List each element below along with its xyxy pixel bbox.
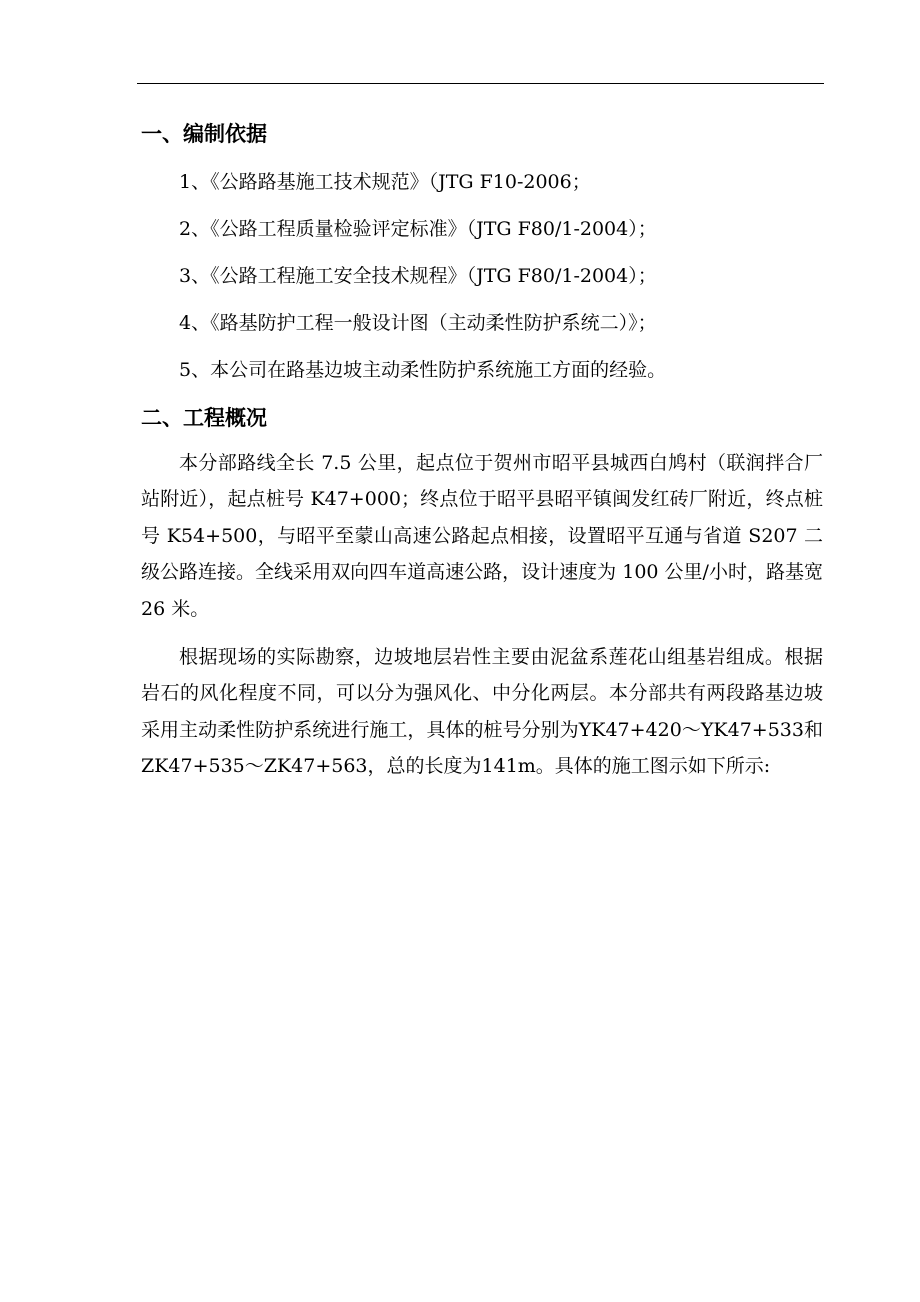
document-body: [141, 118, 823, 785]
section-heading-basis: 一、编制依据: [141, 122, 267, 146]
reference-list: [141, 167, 823, 385]
reference-item: 1、《公路路基施工技术规范》（JTG F10-2006；: [179, 171, 591, 193]
overview-paragraph-geology: 根据现场的实际勘察，边坡地层岩性主要由泥盆系莲花山组基岩组成。根据岩石的风化程度不同，可以分为强风化、中分化两层。本分部共有两段路基边坡采用主动柔性防护系统进行施工，具体的桩号分别为YK47+420～YK47+533和ZK47+535～ZK47+563，总的长度为141m。具体的施工图示如下所示:: [141, 646, 823, 778]
reference-item: 3、《公路工程施工安全技术规程》（JTG F80/1-2004）；: [179, 265, 657, 287]
reference-item: 5、本公司在路基边坡主动柔性防护系统施工方面的经验。: [179, 359, 667, 381]
header-rule: [137, 83, 824, 84]
reference-item: 2、《公路工程质量检验评定标准》（JTG F80/1-2004）；: [179, 218, 657, 240]
overview-paragraph-route: 本分部路线全长 7.5 公里，起点位于贺州市昭平县城西白鸠村（联润拌合厂站附近），起点桩号 K47+000；终点位于昭平县昭平镇闽发红砖厂附近，终点桩号 K54+500，与昭平至蒙山高速公路起点相接，设置昭平互通与省道 S207 二级公路连接。全线采用双向四车道高速公路，设计速度为 100 公里/小时，路基宽 26 米。: [141, 452, 823, 620]
section-heading-overview: 二、工程概况: [141, 406, 267, 430]
reference-item: 4、《路基防护工程一般设计图（主动柔性防护系统二）》；: [179, 312, 657, 334]
